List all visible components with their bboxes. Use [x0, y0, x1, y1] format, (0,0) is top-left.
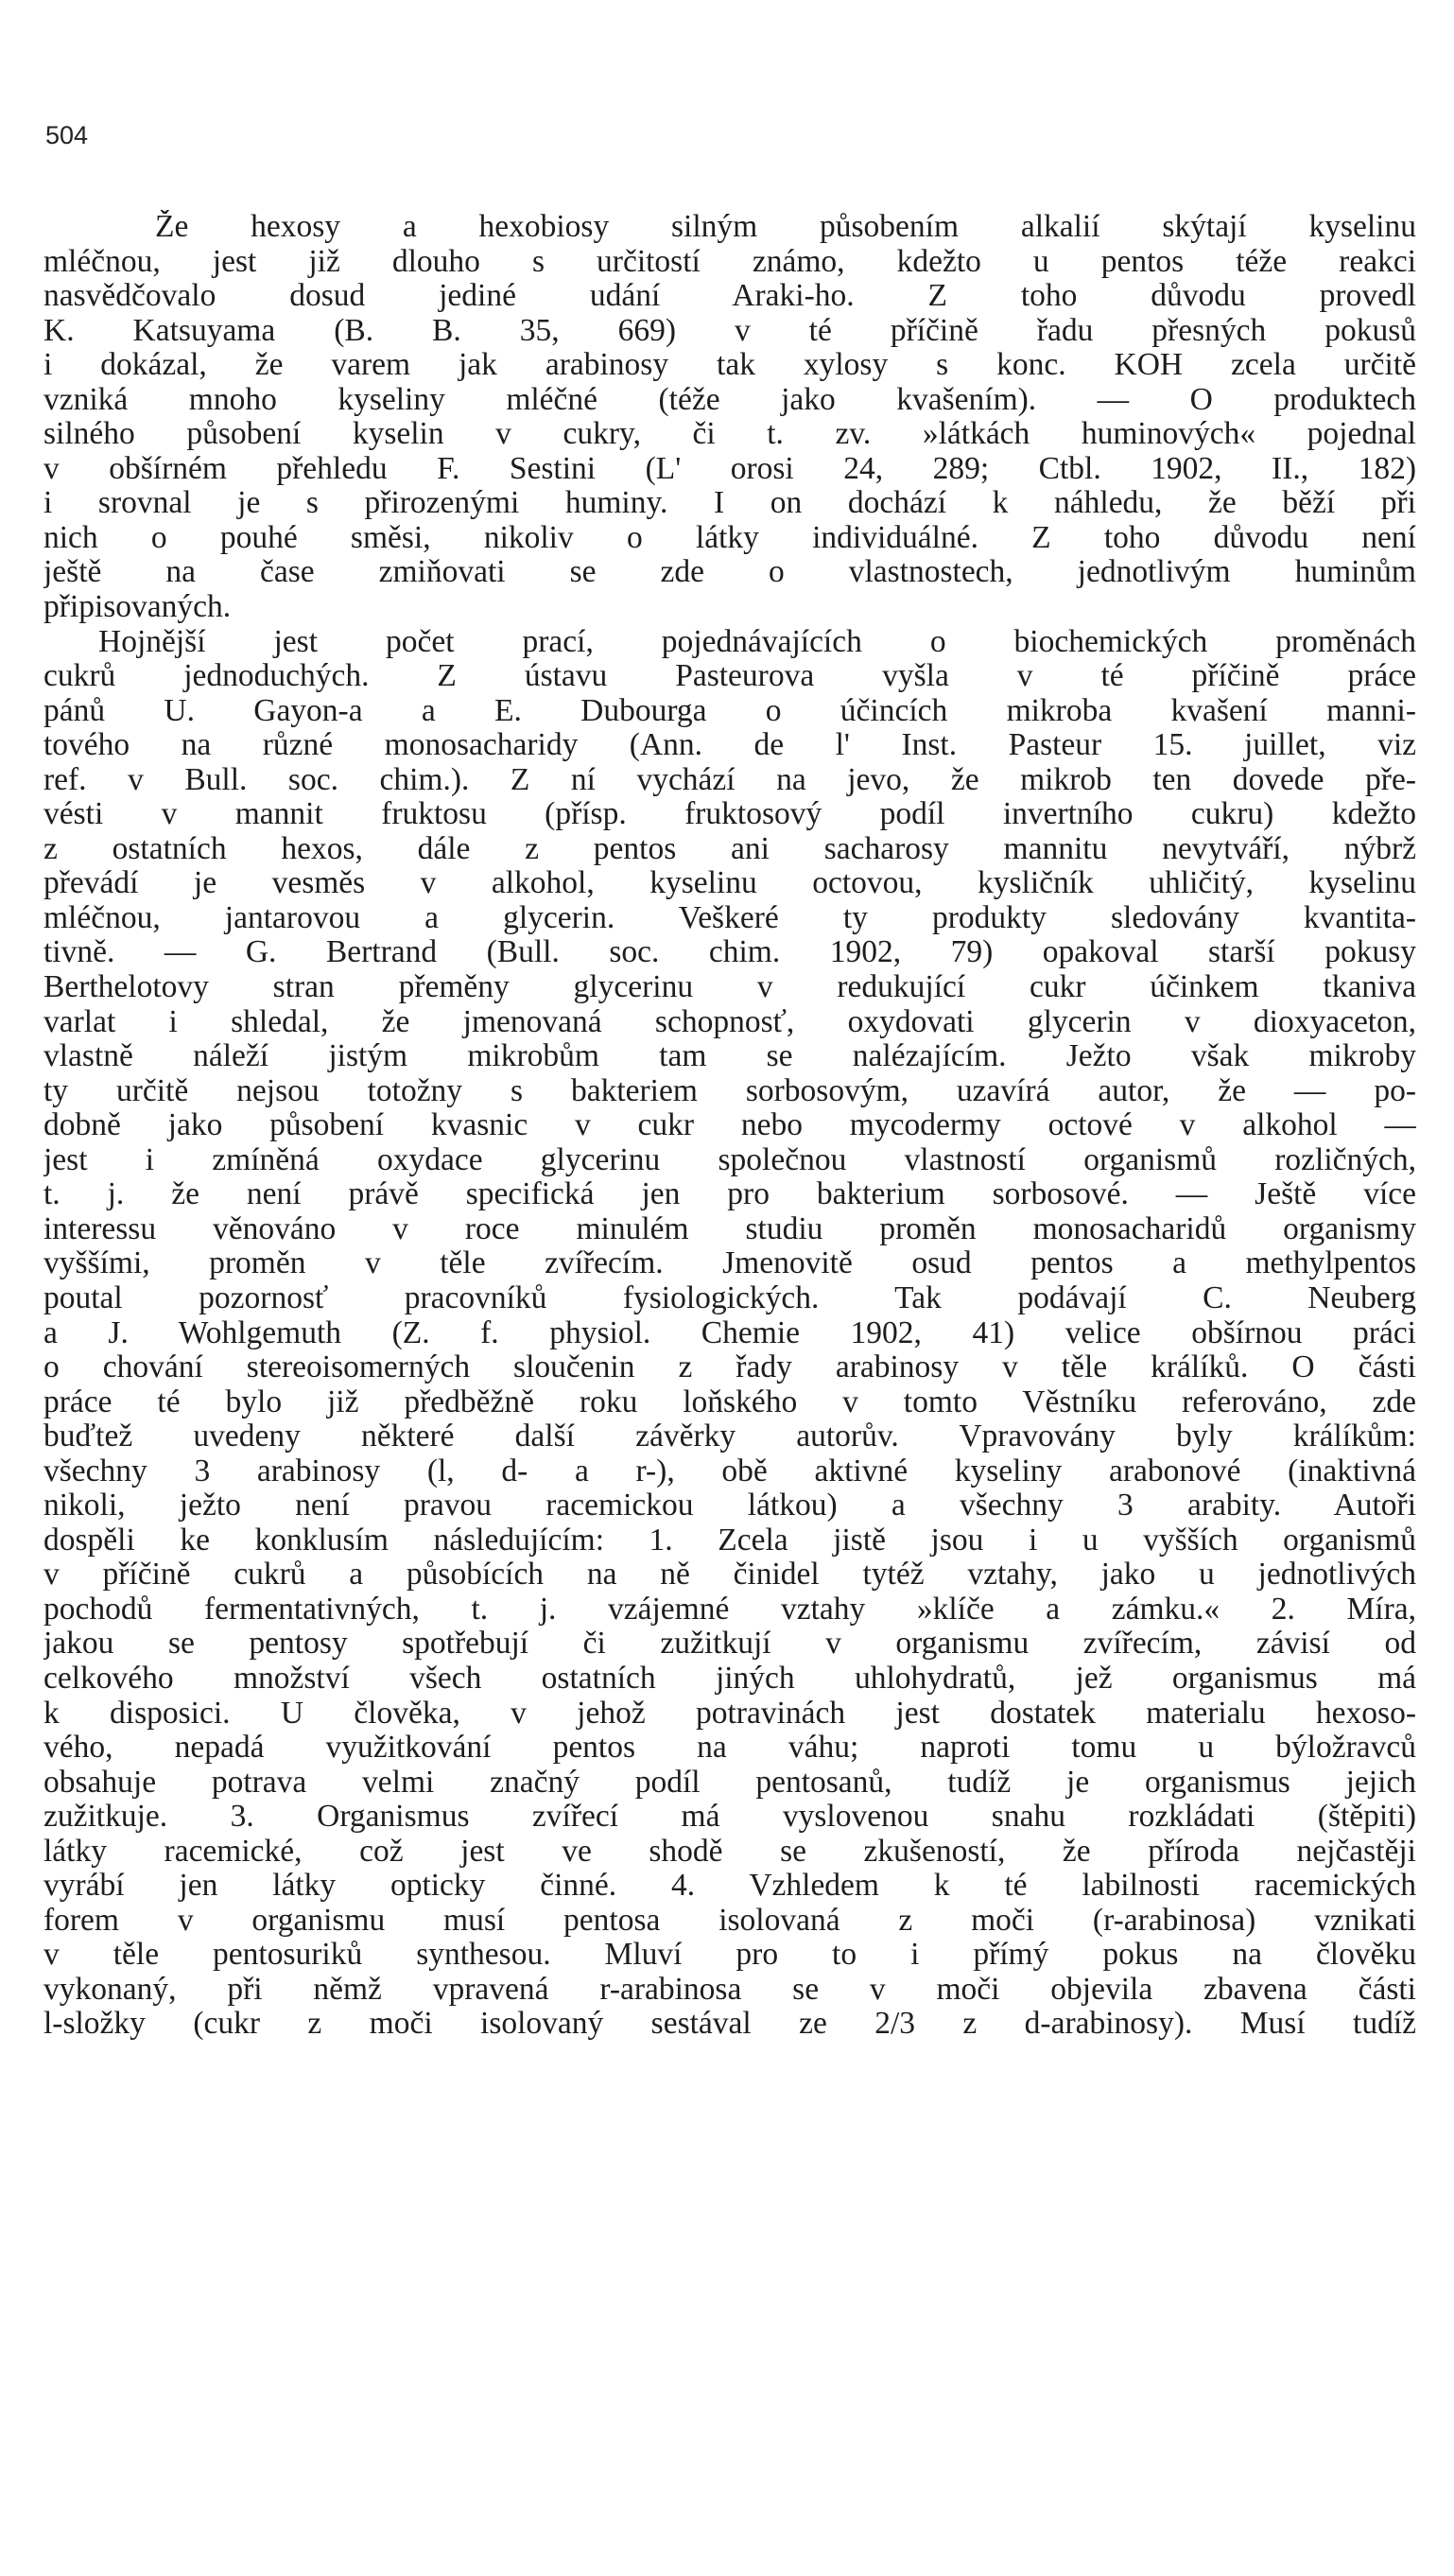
text-line: pánů U. Gayon-a a E. Dubourga o účincích mikroba kvašení manni- [43, 693, 1416, 728]
text-line: forem v organismu musí pentosa isolovaná z moči (r-arabinosa) vznikati [43, 1903, 1416, 1938]
text-line: vzniká mnoho kyseliny mléčné (téže jako kvašením). — O produktech [43, 382, 1416, 417]
text-line: tového na různé monosacharidy (Ann. de l' Inst. Pasteur 15. juillet, viz [43, 728, 1416, 763]
text-line: vého, nepadá využitkování pentos na váhu; naproti tomu u býložravců [43, 1731, 1416, 1766]
text-line: k disposici. U člověka, v jehož potravinách jest dostatek materialu hexoso- [43, 1696, 1416, 1731]
text-line: cukrů jednoduchých. Z ústavu Pasteurova vyšla v té příčině práce [43, 659, 1416, 694]
text-line: dospěli ke konklusím následujícím: 1. Zcela jistě jsou i u vyšších organismů [43, 1523, 1416, 1558]
text-line: jest i zmíněná oxydace glycerinu společnou vlastností organismů rozličných, [43, 1142, 1416, 1177]
text-line: dobně jako působení kvasnic v cukr nebo mycodermy octové v alkohol — [43, 1108, 1416, 1143]
text-line: K. Katsuyama (B. B. 35, 669) v té příčině řadu přesných pokusů [43, 313, 1416, 348]
page-number: 504 [45, 121, 89, 149]
text-line: převádí je vesměs v alkohol, kyselinu octovou, kysličník uhličitý, kyselinu [43, 866, 1416, 901]
text-line: práce té bylo již předběžně roku loňského v tomto Věstníku referováno, zde [43, 1384, 1416, 1419]
text-line: t. j. že není právě specifická jen pro bakterium sorbosové. — Ještě více [43, 1177, 1416, 1212]
text-line: obsahuje potrava velmi značný podíl pentosanů, tudíž je organismus jejich [43, 1765, 1416, 1800]
text-line: ref. v Bull. soc. chim.). Z ní vychází na jevo, že mikrob ten dovede pře- [43, 762, 1416, 797]
text-line: o chování stereoisomerných sloučenin z řady arabinosy v těle králíků. O části [43, 1350, 1416, 1385]
text-line: buďtež uvedeny některé další závěrky autorův. Vpravovány byly králíkům: [43, 1419, 1416, 1454]
text-line: mléčnou, jest již dlouho s určitostí známo, kdežto u pentos téže reakci [43, 244, 1416, 279]
text-line: vyššími, proměn v těle zvířecím. Jmenovitě osud pentos a methylpentos [43, 1246, 1416, 1281]
text-line: z ostatních hexos, dále z pentos ani sacharosy mannitu nevytváří, nýbrž [43, 831, 1416, 866]
text-line: silného působení kyselin v cukry, či t. zv. »látkách huminových« pojednal [43, 417, 1416, 452]
text-line: ještě na čase zmiňovati se zde o vlastnostech, jednotlivým huminům [43, 555, 1416, 590]
text-line: jakou se pentosy spotřebují či zužitkují v organismu zvířecím, závisí od [43, 1627, 1416, 1662]
text-line: Berthelotovy stran přeměny glycerinu v redukující cukr účinkem tkaniva [43, 970, 1416, 1005]
text-line: i dokázal, že varem jak arabinosy tak xylosy s konc. KOH zcela určitě [43, 348, 1416, 383]
text-line: všechny 3 arabinosy (l, d- a r-), obě aktivné kyseliny arabonové (inaktivná [43, 1453, 1416, 1488]
text-line: mléčnou, jantarovou a glycerin. Veškeré ty produkty sledovány kvantita- [43, 900, 1416, 935]
text-line: ty určitě nejsou totožny s bakteriem sorbosovým, uzavírá autor, že — po- [43, 1073, 1416, 1108]
text-line: nikoli, ježto není pravou racemickou látkou) a všechny 3 arabity. Autoři [43, 1488, 1416, 1523]
text-line: celkového množství všech ostatních jiných uhlohydratů, jež organismus má [43, 1661, 1416, 1696]
text-line: vésti v mannit fruktosu (přísp. fruktosový podíl invertního cukru) kdežto [43, 797, 1416, 832]
text-line: pochodů fermentativných, t. j. vzájemné vztahy »klíče a zámku.« 2. Míra, [43, 1592, 1416, 1627]
text-line: vlastně náleží jistým mikrobům tam se nalézajícím. Ježto však mikroby [43, 1039, 1416, 1074]
text-line: interessu věnováno v roce minulém studiu proměn monosacharidů organismy [43, 1211, 1416, 1246]
text-line: l-složky (cukr z moči isolovaný sestával ze 2/3 z d-arabinosy). Musí tudíž [43, 2007, 1416, 2042]
text-line: připisovaných. [43, 590, 232, 625]
body-text [43, 210, 1416, 2042]
text-line: nich o pouhé směsi, nikoliv o látky individuálné. Z toho důvodu není [43, 520, 1416, 555]
text-line: i srovnal je s přirozenými huminy. I on dochází k náhledu, že běží při [43, 486, 1416, 521]
text-line: látky racemické, což jest ve shodě se zkušeností, že příroda nejčastěji [43, 1834, 1416, 1869]
text-line: poutal pozornosť pracovníků fysiologických. Tak podávají C. Neuberg [43, 1280, 1416, 1315]
text-line: vykonaný, při němž vpravená r-arabinosa se v moči objevila zbavena části [43, 1972, 1416, 2007]
text-line: v těle pentosuriků synthesou. Mluví pro to i přímý pokus na člověku [43, 1938, 1416, 1973]
text-line: zužitkuje. 3. Organismus zvířecí má vyslovenou snahu rozkládati (štěpiti) [43, 1800, 1416, 1835]
text-line: v příčině cukrů a působících na ně činidel tytéž vztahy, jako u jednotlivých [43, 1558, 1416, 1593]
text-line: a J. Wohlgemuth (Z. f. physiol. Chemie 1902, 41) velice obšírnou práci [43, 1315, 1416, 1350]
text-line: nasvědčovalo dosud jediné udání Araki-ho. Z toho důvodu provedl [43, 279, 1416, 314]
text-line: vyrábí jen látky opticky činné. 4. Vzhledem k té labilnosti racemických [43, 1869, 1416, 1904]
text-line: tivně. — G. Bertrand (Bull. soc. chim. 1902, 79) opakoval starší pokusy [43, 935, 1416, 970]
text-line: Hojnější jest počet prací, pojednávajících o biochemických proměnách [98, 624, 1416, 659]
text-line: varlat i shledal, že jmenovaná schopnosť, oxydovati glycerin v dioxyaceton, [43, 1004, 1416, 1039]
text-line: v obšírném přehledu F. Sestini (L' orosi 24, 289; Ctbl. 1902, II., 182) [43, 451, 1416, 486]
text-line: Že hexosy a hexobiosy silným působením alkalií skýtají kyselinu [155, 210, 1416, 244]
